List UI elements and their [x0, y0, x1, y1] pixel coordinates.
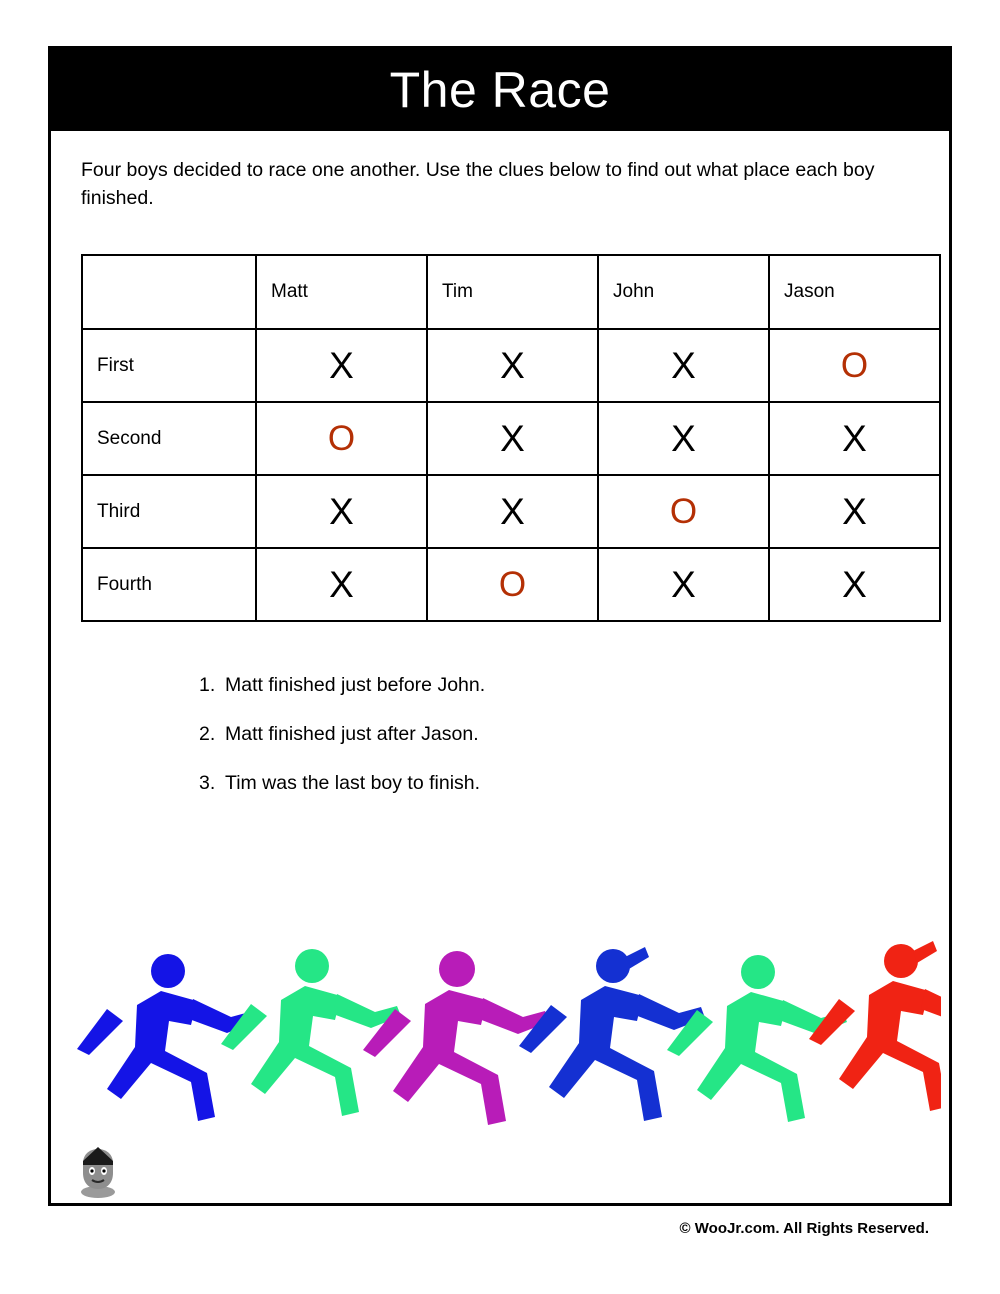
mark-glyph: O	[669, 492, 698, 532]
cell-second-matt[interactable]	[256, 402, 427, 475]
mark-glyph: X	[500, 491, 525, 533]
runners-illustration	[65, 939, 941, 1159]
cell-first-tim[interactable]	[427, 329, 598, 402]
cell-first-john[interactable]	[598, 329, 769, 402]
cell-second-john[interactable]	[598, 402, 769, 475]
cell-second-jason[interactable]	[769, 402, 940, 475]
runner-figure-6	[809, 941, 941, 1111]
worksheet-page	[48, 46, 952, 1237]
runner-figure-4	[519, 947, 705, 1121]
list-item	[199, 723, 919, 746]
instructions-text: Four boys decided to race one another. Use the clues below to find out what place each boy finished.	[81, 159, 875, 209]
clue-text: Tim was the last boy to finish.	[225, 772, 481, 795]
mark-glyph: O	[840, 346, 869, 386]
mark-glyph: O	[327, 419, 356, 459]
mark-glyph: X	[671, 564, 696, 606]
runners-svg	[65, 939, 941, 1159]
list-item	[199, 674, 919, 697]
copyright-text: © WooJr.com. All Rights Reserved.	[679, 1220, 929, 1237]
clue-number: 1.	[199, 674, 216, 697]
cell-third-tim[interactable]	[427, 475, 598, 548]
table-row	[82, 329, 940, 402]
column-header-tim: Tim	[427, 255, 598, 329]
column-header-matt: Matt	[256, 255, 427, 329]
list-item	[199, 772, 919, 795]
cell-fourth-tim[interactable]	[427, 548, 598, 621]
runner-figure-2	[221, 949, 401, 1116]
table-row	[82, 402, 940, 475]
row-label-fourth: Fourth	[82, 548, 256, 621]
cell-first-matt[interactable]	[256, 329, 427, 402]
mark-glyph: X	[329, 564, 354, 606]
runner-figure-3	[363, 951, 549, 1125]
clues-list	[199, 674, 919, 795]
table-row	[82, 475, 940, 548]
worksheet-body	[51, 131, 949, 795]
cell-third-jason[interactable]	[769, 475, 940, 548]
footer	[51, 1143, 949, 1237]
woojr-mascot-icon	[69, 1143, 127, 1201]
title-bar	[51, 49, 949, 131]
mark-glyph: X	[842, 491, 867, 533]
cell-third-matt[interactable]	[256, 475, 427, 548]
mark-glyph: X	[329, 491, 354, 533]
table-header-row	[82, 255, 940, 329]
row-label-second: Second	[82, 402, 256, 475]
logic-grid-container	[81, 254, 941, 622]
logic-grid-table	[81, 254, 941, 622]
cell-fourth-jason[interactable]	[769, 548, 940, 621]
mark-glyph: X	[500, 418, 525, 460]
mark-glyph: X	[671, 345, 696, 387]
mark-glyph: X	[500, 345, 525, 387]
row-label-third: Third	[82, 475, 256, 548]
mark-glyph: X	[842, 418, 867, 460]
clue-number: 3.	[199, 772, 216, 795]
column-header-jason: Jason	[769, 255, 940, 329]
clue-number: 2.	[199, 723, 216, 746]
cell-first-jason[interactable]	[769, 329, 940, 402]
page-title: The Race	[389, 62, 611, 118]
clue-text: Matt finished just before John.	[225, 674, 486, 697]
cell-third-john[interactable]	[598, 475, 769, 548]
table-row	[82, 548, 940, 621]
mark-glyph: O	[498, 565, 527, 605]
column-header-john: John	[598, 255, 769, 329]
mascot-svg	[69, 1143, 127, 1201]
clue-text: Matt finished just after Jason.	[225, 723, 479, 746]
mark-glyph: X	[842, 564, 867, 606]
mark-glyph: X	[671, 418, 696, 460]
cell-second-tim[interactable]	[427, 402, 598, 475]
cell-fourth-matt[interactable]	[256, 548, 427, 621]
cell-fourth-john[interactable]	[598, 548, 769, 621]
row-label-first: First	[82, 329, 256, 402]
mark-glyph: X	[329, 345, 354, 387]
grid-corner-cell	[82, 255, 256, 329]
